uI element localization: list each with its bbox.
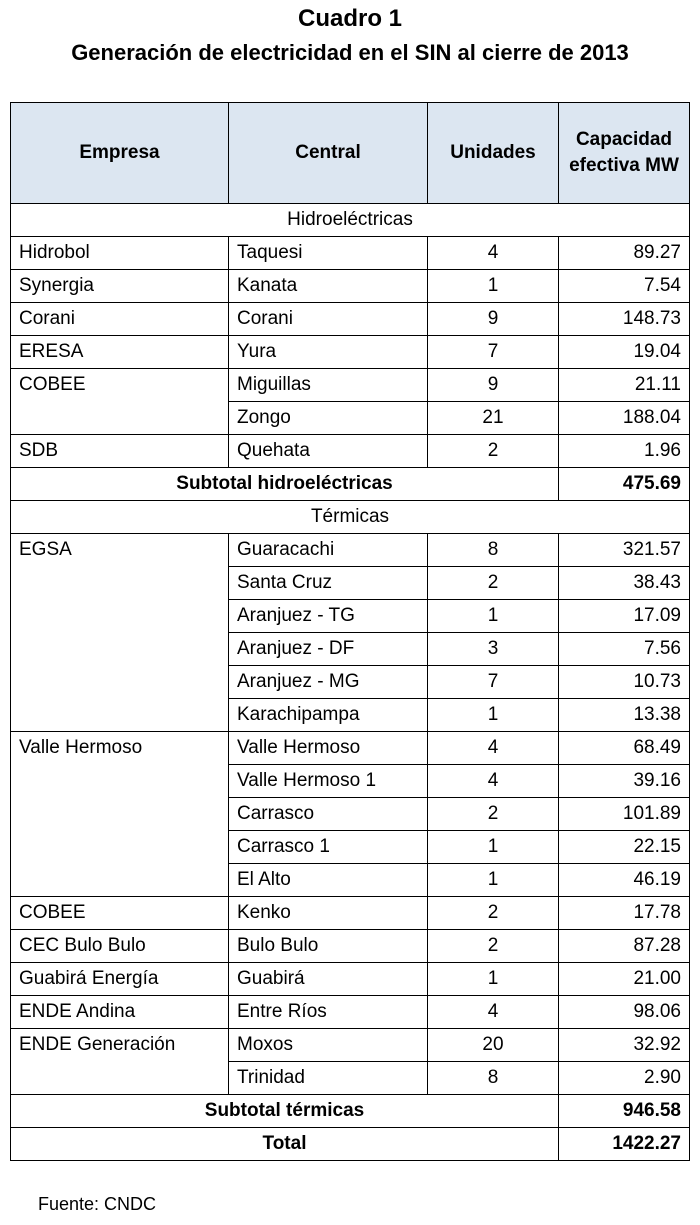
total-value: 1422.27: [559, 1128, 690, 1161]
empresa-cell: CEC Bulo Bulo: [11, 930, 229, 963]
capacidad-cell: 39.16: [559, 765, 690, 798]
unidades-cell: 1: [428, 699, 559, 732]
unidades-cell: 2: [428, 798, 559, 831]
capacidad-cell: 89.27: [559, 237, 690, 270]
empresa-cell: [11, 402, 229, 435]
table-row: [11, 996, 690, 1029]
header-empresa: Empresa: [11, 103, 229, 204]
empresa-cell: EGSA: [11, 534, 229, 567]
central-cell: Yura: [229, 336, 428, 369]
section-label: Hidroeléctricas: [11, 204, 690, 237]
table-row: [11, 237, 690, 270]
capacidad-cell: 98.06: [559, 996, 690, 1029]
central-cell: Aranjuez - DF: [229, 633, 428, 666]
empresa-cell: Hidrobol: [11, 237, 229, 270]
unidades-cell: 1: [428, 600, 559, 633]
capacidad-cell: 188.04: [559, 402, 690, 435]
unidades-cell: 4: [428, 732, 559, 765]
table-row: [11, 831, 690, 864]
empresa-cell: [11, 765, 229, 798]
central-cell: Quehata: [229, 435, 428, 468]
table-row: [11, 930, 690, 963]
central-cell: Aranjuez - MG: [229, 666, 428, 699]
central-cell: Guabirá: [229, 963, 428, 996]
empresa-cell: Valle Hermoso: [11, 732, 229, 765]
unidades-cell: 1: [428, 864, 559, 897]
capacidad-cell: 21.11: [559, 369, 690, 402]
capacidad-cell: 68.49: [559, 732, 690, 765]
empresa-cell: [11, 798, 229, 831]
unidades-cell: 2: [428, 435, 559, 468]
empresa-cell: Corani: [11, 303, 229, 336]
central-cell: Trinidad: [229, 1062, 428, 1095]
unidades-cell: 4: [428, 765, 559, 798]
unidades-cell: 7: [428, 666, 559, 699]
unidades-cell: 1: [428, 831, 559, 864]
capacidad-cell: 19.04: [559, 336, 690, 369]
central-cell: Moxos: [229, 1029, 428, 1062]
document-title: [0, 2, 700, 70]
table-row: [11, 798, 690, 831]
total-row: [11, 1128, 690, 1161]
capacidad-cell: 87.28: [559, 930, 690, 963]
central-cell: El Alto: [229, 864, 428, 897]
table-row: [11, 765, 690, 798]
empresa-cell: [11, 666, 229, 699]
header-central: Central: [229, 103, 428, 204]
central-cell: Entre Ríos: [229, 996, 428, 1029]
capacidad-cell: 21.00: [559, 963, 690, 996]
empresa-cell: [11, 600, 229, 633]
central-cell: Zongo: [229, 402, 428, 435]
unidades-cell: 1: [428, 270, 559, 303]
subtotal-row: [11, 1095, 690, 1128]
table-row: [11, 666, 690, 699]
unidades-cell: 4: [428, 996, 559, 1029]
capacidad-cell: 7.56: [559, 633, 690, 666]
unidades-cell: 9: [428, 369, 559, 402]
unidades-cell: 2: [428, 930, 559, 963]
capacidad-cell: 1.96: [559, 435, 690, 468]
capacidad-cell: 17.78: [559, 897, 690, 930]
header-unidades: Unidades: [428, 103, 559, 204]
central-cell: Valle Hermoso 1: [229, 765, 428, 798]
unidades-cell: 8: [428, 1062, 559, 1095]
empresa-cell: Guabirá Energía: [11, 963, 229, 996]
unidades-cell: 2: [428, 897, 559, 930]
empresa-cell: [11, 567, 229, 600]
table-number: Cuadro 1: [297, 5, 402, 32]
empresa-cell: SDB: [11, 435, 229, 468]
table-row: [11, 633, 690, 666]
table-row: [11, 402, 690, 435]
unidades-cell: 3: [428, 633, 559, 666]
empresa-cell: [11, 633, 229, 666]
table-row: [11, 567, 690, 600]
subtotal-label: Subtotal térmicas: [11, 1095, 559, 1128]
central-cell: Taquesi: [229, 237, 428, 270]
table-row: [11, 303, 690, 336]
table-row: [11, 435, 690, 468]
central-cell: Kenko: [229, 897, 428, 930]
capacidad-cell: 22.15: [559, 831, 690, 864]
header-row: [11, 103, 690, 204]
table-row: [11, 270, 690, 303]
table-row: [11, 732, 690, 765]
subtotal-value: 946.58: [559, 1095, 690, 1128]
table-row: [11, 1029, 690, 1062]
empresa-cell: [11, 699, 229, 732]
central-cell: Carrasco: [229, 798, 428, 831]
capacidad-cell: 46.19: [559, 864, 690, 897]
capacidad-cell: 13.38: [559, 699, 690, 732]
unidades-cell: 8: [428, 534, 559, 567]
capacidad-cell: 17.09: [559, 600, 690, 633]
subtotal-label: Subtotal hidroeléctricas: [11, 468, 559, 501]
subtotal-value: 475.69: [559, 468, 690, 501]
table-row: [11, 369, 690, 402]
capacidad-cell: 2.90: [559, 1062, 690, 1095]
empresa-cell: COBEE: [11, 369, 229, 402]
source-note: Fuente: CNDC: [38, 1194, 157, 1214]
section-label: Térmicas: [11, 501, 690, 534]
unidades-cell: 7: [428, 336, 559, 369]
unidades-cell: 21: [428, 402, 559, 435]
generation-table: [10, 102, 690, 1161]
subtotal-row: [11, 468, 690, 501]
empresa-cell: [11, 864, 229, 897]
table-row: [11, 600, 690, 633]
capacidad-cell: 321.57: [559, 534, 690, 567]
capacidad-cell: 10.73: [559, 666, 690, 699]
central-cell: Valle Hermoso: [229, 732, 428, 765]
central-cell: Carrasco 1: [229, 831, 428, 864]
header-capacidad: Capacidad efectiva MW: [559, 103, 690, 204]
unidades-cell: 4: [428, 237, 559, 270]
table-row: [11, 1062, 690, 1095]
table-row: [11, 963, 690, 996]
central-cell: Kanata: [229, 270, 428, 303]
empresa-cell: COBEE: [11, 897, 229, 930]
capacidad-cell: 101.89: [559, 798, 690, 831]
capacidad-cell: 38.43: [559, 567, 690, 600]
empresa-cell: ENDE Generación: [11, 1029, 229, 1062]
table-row: [11, 897, 690, 930]
central-cell: Corani: [229, 303, 428, 336]
capacidad-cell: 32.92: [559, 1029, 690, 1062]
unidades-cell: 2: [428, 567, 559, 600]
total-label: Total: [11, 1128, 559, 1161]
unidades-cell: 20: [428, 1029, 559, 1062]
empresa-cell: ENDE Andina: [11, 996, 229, 1029]
table-row: [11, 534, 690, 567]
section-row: [11, 204, 690, 237]
central-cell: Santa Cruz: [229, 567, 428, 600]
empresa-cell: [11, 831, 229, 864]
unidades-cell: 1: [428, 963, 559, 996]
table-body: [11, 204, 690, 1161]
table-row: [11, 336, 690, 369]
central-cell: Guaracachi: [229, 534, 428, 567]
central-cell: Bulo Bulo: [229, 930, 428, 963]
capacidad-cell: 7.54: [559, 270, 690, 303]
empresa-cell: ERESA: [11, 336, 229, 369]
central-cell: Aranjuez - TG: [229, 600, 428, 633]
table-caption: Generación de electricidad en el SIN al cierre de 2013: [71, 40, 629, 65]
table-row: [11, 864, 690, 897]
section-row: [11, 501, 690, 534]
table-row: [11, 699, 690, 732]
empresa-cell: [11, 1062, 229, 1095]
empresa-cell: Synergia: [11, 270, 229, 303]
unidades-cell: 9: [428, 303, 559, 336]
central-cell: Karachipampa: [229, 699, 428, 732]
central-cell: Miguillas: [229, 369, 428, 402]
capacidad-cell: 148.73: [559, 303, 690, 336]
